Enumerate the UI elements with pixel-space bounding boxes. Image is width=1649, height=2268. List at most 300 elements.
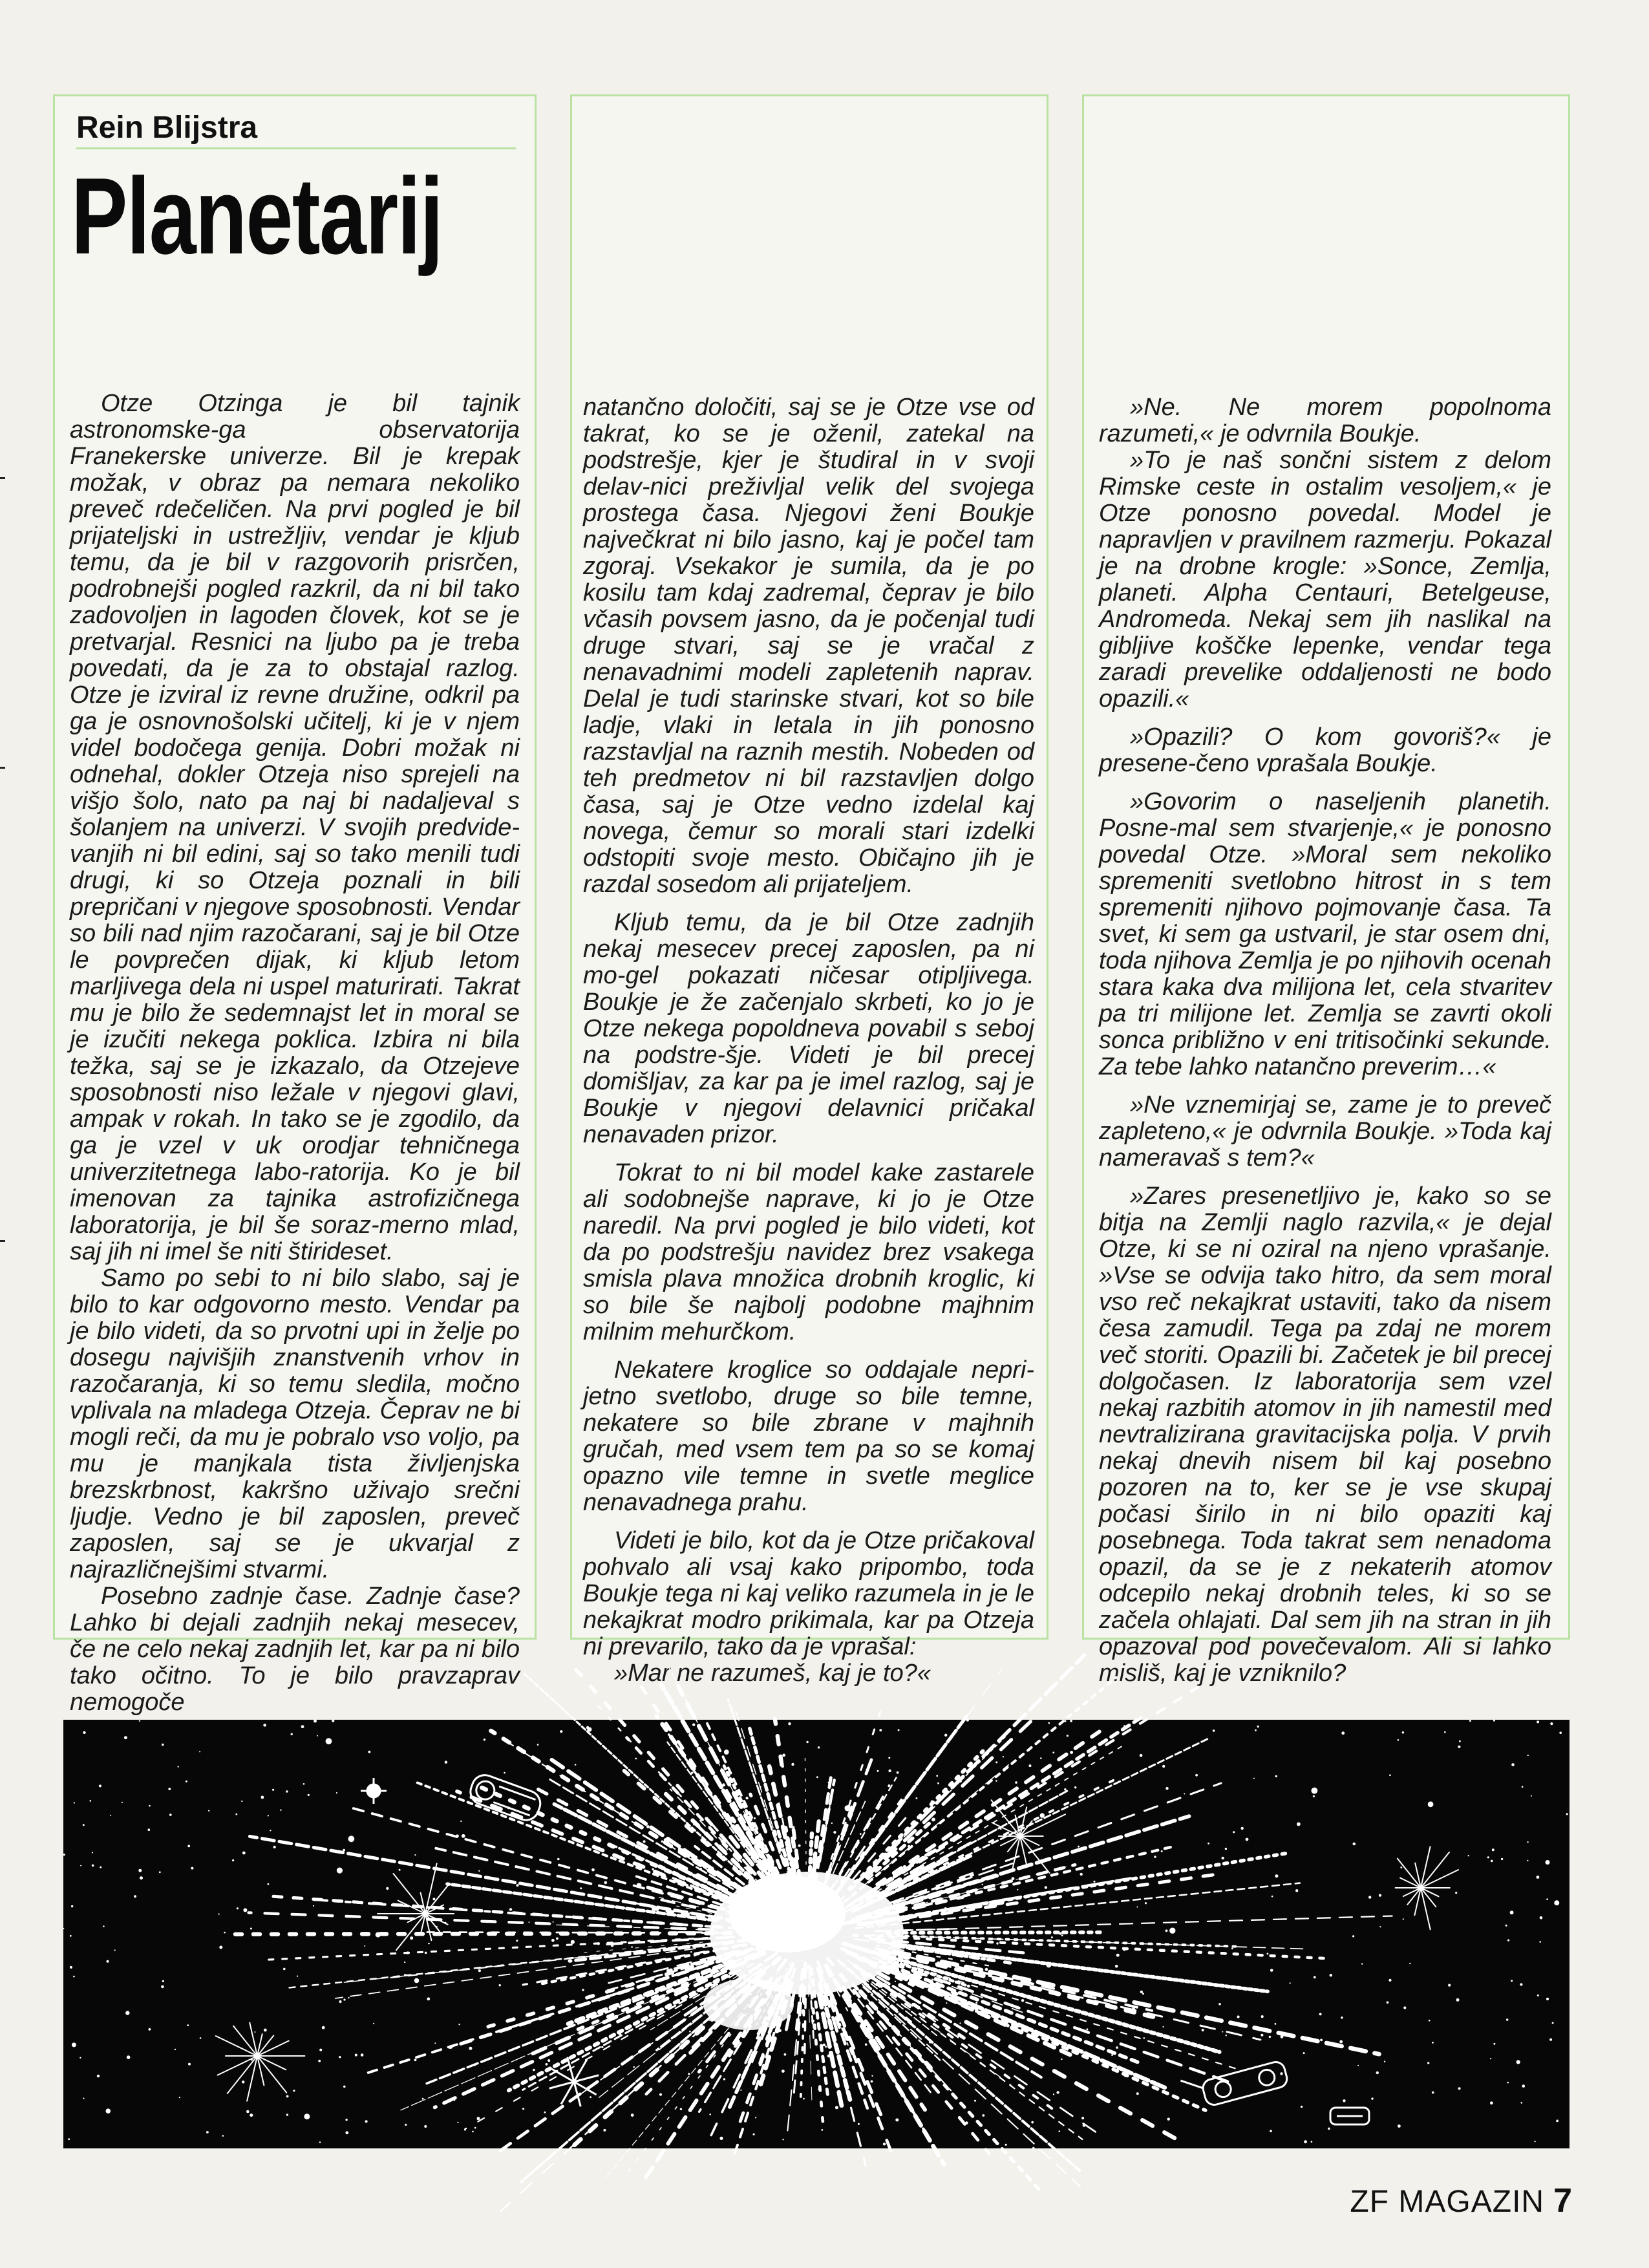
star (186, 1781, 187, 1782)
star (1061, 1934, 1063, 1936)
star (1520, 1983, 1522, 1985)
paragraph: »Opazili? O kom govoriš?« je presene-čeno vprašala Boukje. (1099, 723, 1551, 777)
star (816, 1776, 818, 1778)
star (92, 1852, 93, 1853)
explosion-ray (877, 1874, 1219, 1923)
star (1255, 1729, 1257, 1731)
star (1490, 2101, 1493, 2104)
star (803, 2098, 805, 2100)
star (237, 1907, 239, 1909)
star (345, 2119, 347, 2121)
star (753, 2134, 755, 2135)
star (1045, 1886, 1047, 1888)
star (995, 1761, 997, 1763)
star (1507, 2082, 1509, 2084)
star (936, 1775, 938, 1777)
star (1402, 1731, 1404, 1733)
star (268, 1815, 269, 1816)
star (1226, 2035, 1227, 2036)
star (1222, 2031, 1223, 2033)
star (83, 1731, 85, 1734)
star (784, 2053, 787, 2056)
star (74, 1802, 75, 1803)
star (635, 1758, 637, 1760)
star (206, 2131, 209, 2134)
star (1154, 1856, 1156, 1857)
star (208, 1810, 209, 1812)
author-byline: Rein Blijstra (76, 111, 258, 145)
star (1094, 1881, 1096, 1883)
star (361, 2053, 364, 2057)
paragraph: Posebno zadnje čase. Zadnje čase? Lahko bi dejali zadnjih nekaj mesecev, če ne celo nekaj zadnjih let, kar pa ni bilo tako očitno. To je bilo pravzaprav nemogoče (70, 1583, 520, 1716)
star (427, 1997, 430, 2000)
paragraph: Videti je bilo, kot da je Otze pričakoval pohvalo ali vsaj kako pripombo, toda Boukje tega ni kaj veliko razumela in je le nekajkrat modro prikimala, kar pa Otzeja ni prevarilo, tako da je vprašal: (583, 1527, 1034, 1660)
star (175, 2049, 176, 2050)
star (504, 1772, 505, 1774)
star (974, 2100, 976, 2102)
star (740, 2090, 741, 2091)
star (291, 1733, 293, 1735)
star (719, 2137, 723, 2140)
star (1161, 1850, 1163, 1852)
star (1459, 1740, 1461, 1742)
star (1145, 1902, 1147, 1904)
star (591, 1868, 595, 1872)
star (140, 1876, 143, 1879)
star (474, 2127, 476, 2129)
star (110, 1815, 111, 1816)
star (1522, 1786, 1524, 1788)
paragraph: »To je naš sončni sistem z delom Rimske ceste in ostalim vesoljem,« je Otze ponosno povedal. Model je napravljen v pravilnem razmerju. Pokazal je na drobne krogle: »Sonce, Zemlja, planeti. Alpha Centauri, Betelgeuse, Andromeda. Nekaj sem jih naslikal na gibljive koščke lepenke, vendar tega zaradi prevelike oddaljenosti ne bodo opazili.« (1099, 447, 1551, 712)
burst-ray (1421, 1870, 1458, 1888)
star (224, 1932, 226, 1934)
star (1275, 2023, 1277, 2025)
explosion-ray (315, 1899, 756, 1929)
star (1115, 1965, 1118, 1968)
explosion-ray (805, 1999, 806, 2060)
star (1527, 1841, 1528, 1843)
paragraph: Kljub temu, da je bil Otze zadnjih nekaj mesecev precej zaposlen, pa ni mo-gel pokazati ničesar otipljivega. Boukje je že začenjalo skrbeti, ko jo je Otze nekega popoldneva povabil s seboj na podstre-šje. Videti je bil precej domišljav, za kar pa je imel razlog, saj je Boukje v njegovi delavnici pričakal nenavaden prizor. (583, 909, 1034, 1148)
star (571, 1940, 575, 1944)
star (755, 2117, 756, 2118)
star (709, 2113, 711, 2115)
star (1468, 1855, 1469, 1856)
text-column-3 (1099, 394, 1551, 1687)
star (345, 2131, 348, 2134)
star (888, 1770, 891, 1772)
star (1487, 1856, 1489, 1858)
star (888, 1757, 890, 1759)
star (898, 1729, 900, 1731)
star (1455, 1892, 1457, 1894)
star (261, 1796, 264, 1799)
star (343, 2086, 346, 2088)
star (1051, 1936, 1053, 1938)
star (188, 2063, 191, 2066)
star (652, 1868, 654, 1870)
star (1261, 2015, 1264, 2018)
star (946, 2002, 947, 2004)
star (975, 2002, 977, 2004)
star (122, 1802, 123, 1803)
star (1290, 1982, 1291, 1984)
star (1222, 1857, 1224, 1859)
star (124, 1736, 127, 1739)
star (1213, 1729, 1215, 1732)
star (469, 2047, 472, 2050)
article-title: Planetarij (71, 155, 443, 277)
star (646, 1825, 650, 1828)
star (835, 2106, 838, 2109)
star (1031, 2121, 1034, 2124)
star (297, 1976, 298, 1977)
star (368, 1751, 371, 1753)
star (544, 2112, 546, 2113)
star (1067, 1735, 1069, 1737)
star (1303, 2052, 1305, 2054)
star (1061, 2059, 1062, 2060)
star (90, 1800, 92, 1802)
star (1231, 1947, 1233, 1949)
star (1339, 2040, 1343, 2044)
star (478, 1969, 481, 1972)
star (250, 2113, 253, 2117)
star (1546, 1998, 1549, 2000)
explosion-artwork (63, 1720, 1569, 2148)
star (982, 1884, 983, 1885)
star (314, 1720, 317, 1723)
star (1320, 2039, 1323, 2042)
star (582, 1989, 584, 1991)
star (138, 1869, 142, 1872)
star (823, 2044, 825, 2046)
page-footer (1350, 2181, 1573, 2220)
star (680, 2108, 682, 2110)
star (818, 1746, 820, 1748)
star (424, 2125, 427, 2128)
star (1448, 1984, 1451, 1987)
star (533, 2069, 535, 2071)
star (1491, 1860, 1493, 1863)
star (782, 2070, 785, 2073)
star (169, 1813, 172, 1816)
star (1537, 1995, 1539, 1996)
star (460, 1821, 462, 1822)
star (689, 2031, 691, 2033)
star (937, 1782, 939, 1784)
star (1165, 1929, 1168, 1932)
star (1444, 1731, 1446, 1733)
paragraph: »Govorim o naseljenih planetih. Posne-mal sem stvarjenje,« je ponosno povedal Otze. »Moral sem nekoliko spremeniti svetlobno hitrost in s tem spremeniti njihovo pojmovanje časa. Ta svet, ki sem ga ustvaril, je star osem dni, toda njihova Zemlja je po njihovih ocenah stara kaka dva milijona let, cela stvaritev pa tri milijone let. Zemlja se zavrti okoli sonca približno v eni tritisočinki sekunde. Za tebe lahko natančno preverim…« (1099, 788, 1551, 1080)
star (348, 1835, 355, 1842)
star (273, 1846, 276, 1848)
star (995, 1780, 997, 1782)
star (149, 2028, 151, 2031)
star (343, 1998, 345, 2000)
star (1233, 1831, 1235, 1833)
star (103, 1925, 105, 1927)
star (1241, 1827, 1244, 1830)
star (80, 1865, 81, 1867)
byline-rule (76, 147, 516, 149)
star (1270, 1969, 1273, 1972)
star (70, 1935, 72, 1937)
star (286, 1790, 288, 1792)
star (179, 2097, 180, 2098)
star (633, 2066, 635, 2068)
star (114, 1949, 116, 1951)
paragraph: Nekatere kroglice so oddajale nepri-jetno svetlobo, druge so bile temne, nekatere so bile zbrane v majhnih gručah, med vsem tem pa so se komaj opazno vile temne in svetle meglice nenavadnega prahu. (583, 1356, 1034, 1516)
star (1080, 1873, 1083, 1876)
paragraph: »Ne vznemirjaj se, zame je to preveč zapleteno,« je odvrnila Boukje. »Toda kaj nameravaš s tem?« (1099, 1091, 1551, 1171)
star (798, 1845, 801, 1847)
star (1271, 1896, 1273, 1898)
star (1017, 1889, 1018, 1890)
star (1295, 1889, 1298, 1892)
star (433, 1898, 436, 1900)
star (865, 2044, 867, 2046)
star (895, 2119, 899, 2122)
star (1511, 1763, 1515, 1766)
star (1510, 1910, 1514, 1914)
star (293, 2090, 295, 2091)
star (1400, 1867, 1402, 1868)
star (264, 2029, 267, 2032)
burst-ray (257, 2041, 289, 2056)
explosion-ray (887, 1932, 1105, 1933)
star (1280, 2072, 1282, 2075)
explosion-ray (862, 1985, 1080, 2187)
star (1237, 2015, 1240, 2018)
star (92, 1865, 94, 1867)
star (162, 1980, 164, 1982)
star (304, 2113, 310, 2119)
star (1506, 2018, 1508, 2020)
star (445, 1761, 447, 1764)
star (1053, 2093, 1054, 2095)
star (1207, 1843, 1209, 1845)
star (106, 2108, 111, 2113)
star (1163, 2026, 1164, 2027)
star (1505, 1925, 1507, 1927)
burst-ray (216, 2036, 257, 2056)
explosion-ray (844, 1678, 1116, 1902)
star (191, 1867, 193, 1870)
star (414, 1854, 416, 1856)
star (1539, 1941, 1541, 1943)
star (1559, 1731, 1562, 1734)
star (63, 1928, 64, 1929)
star (916, 1797, 918, 1799)
star (286, 2113, 288, 2115)
star (1246, 1838, 1249, 1841)
star (1379, 1926, 1381, 1927)
star (631, 1946, 633, 1948)
star (386, 1887, 388, 1890)
star (162, 1744, 164, 1746)
star (478, 1870, 480, 1872)
star (235, 1813, 237, 1815)
star (825, 2046, 827, 2048)
star (1537, 1876, 1540, 1879)
star (1056, 2091, 1059, 2093)
star (560, 1730, 562, 1733)
star (1535, 2141, 1536, 2142)
star (1343, 2099, 1345, 2102)
star (1297, 1823, 1301, 1826)
star (127, 2055, 131, 2059)
star (326, 1738, 332, 1744)
star (405, 2124, 407, 2126)
star (1511, 1980, 1513, 1982)
star (590, 2096, 591, 2098)
star (1275, 1775, 1277, 1777)
star (232, 1859, 234, 1861)
star (1403, 2006, 1406, 2009)
star (661, 1841, 663, 1843)
star (782, 2139, 783, 2140)
star (1432, 2042, 1434, 2044)
star (1507, 1940, 1509, 1942)
star (241, 1801, 242, 1802)
star (1195, 1774, 1198, 1777)
star (806, 1741, 808, 1743)
star (1136, 2092, 1139, 2095)
star (1387, 2001, 1389, 2004)
star (319, 2049, 322, 2051)
star (895, 1981, 896, 1982)
star (159, 1871, 161, 1873)
star (831, 1823, 833, 1824)
star (355, 2054, 357, 2057)
star (1501, 1858, 1503, 1860)
star (1202, 2029, 1204, 2031)
star (1312, 1788, 1318, 1794)
star (80, 2057, 81, 2059)
star (1140, 1991, 1143, 1993)
star (631, 2113, 634, 2117)
star (1070, 1751, 1073, 1754)
explosion-ray (634, 1676, 769, 1876)
star (691, 1771, 694, 1774)
star (788, 1722, 791, 1725)
star (944, 1734, 947, 1737)
star (1429, 2020, 1431, 2022)
star (1301, 2106, 1303, 2108)
star (522, 2108, 524, 2110)
star (1432, 2091, 1434, 2094)
edge-mark (0, 767, 5, 769)
star (1384, 2061, 1385, 2062)
star (1165, 1787, 1168, 1790)
star (168, 1788, 171, 1790)
star (161, 1985, 164, 1989)
star (425, 1952, 427, 1954)
star (318, 2060, 321, 2062)
star (303, 1783, 305, 1785)
star (434, 2042, 436, 2044)
star (148, 1828, 151, 1831)
star (754, 1817, 756, 1819)
star (1376, 2071, 1379, 2074)
star (1403, 1918, 1404, 1920)
star (246, 2110, 250, 2113)
star (222, 2135, 224, 2137)
star (1458, 1746, 1460, 1748)
star (414, 2059, 417, 2061)
star (897, 1771, 899, 1774)
star (337, 1868, 343, 1874)
star (272, 1789, 274, 1791)
star (1218, 2003, 1221, 2006)
edge-mark (0, 1240, 5, 1242)
paragraph: Otze Otzinga je bil tajnik astronomske-ga observatorija Franekerske univerze. Bil je krepak možak, v obraz pa nemara nekoliko preveč rdečeličen. Na prvi pogled je bil prijateljski in ustrežljiv, vendar je kljub temu, da je bil v razgovorih prisrčen, podrobnejši pogled razkril, da ni bil tako zadovoljen in lagoden človek, kot se je pretvarjal. Resnici na ljubo pa je treba povedati, da je za to obstajal razlog. Otze je izviral iz revne družine, odkril pa ga je osnovnošolski učitelj, ki je v njem videl bodočega genija. Dobri možak ni odnehal, dokler Otzeja niso sprejeli na višjo šolo, nato pa naj bi nadaljeval s šolanjem na univerzi. V svojih predvide-vanjih ni bil edini, saj so tako menili tudi drugi, ki so Otzeja poznali in bili prepričani v njegove sposobnosti. Vendar so bili nad njim razočarani, saj je bil Otze le povprečen dijak, ki kljub letom marljivega dela ni uspel maturirati. Takrat mu je bilo že sedemnajst let in moral se je izučiti nekega poklica. Izbira ni bila težka, saj se je izkazalo, da Otzejeve sposobnosti niso ležale v njegovi glavi, ampak v rokah. In tako se je zgodilo, da ga je vzel v uk orodjar tehničnega univerzitetnega labo-ratorija. Ko je bil imenovan za tajnika astrofizičnega laboratorija, je bil še soraz-merno mlad, saj jih ni imel še niti štirideset. (70, 390, 520, 1265)
star (1388, 1979, 1391, 1982)
star (250, 1928, 252, 1930)
star (1261, 2034, 1263, 2037)
burst-ray (218, 2056, 257, 2075)
star (319, 2141, 321, 2143)
star (1032, 2147, 1035, 2150)
star (1081, 2117, 1084, 2119)
star (860, 1833, 862, 1835)
star (529, 1921, 530, 1923)
star (1552, 2022, 1554, 2024)
star (268, 1883, 270, 1885)
star (1005, 2144, 1007, 2146)
star (1111, 2054, 1113, 2056)
star (1371, 2097, 1373, 2099)
star (1144, 2037, 1145, 2039)
paragraph: »Zares presenetljivo je, kako so se bitja na Zemlji naglo razvila,« je dejal Otze, ki se ni oziral na njeno vprašanje. »Vse se odvija tako hitro, da sem moral vso reč nekajkrat ustaviti, tako da nisem česa zamudil. Tega pa zdaj ne morem več storiti. Opazili bi. Začetek je bil precej dolgočasen. Iz laboratorija sem vzel nekaj razbitih atomov in jih namestil med nevtralizirana gravitacijska polja. V prvih nekaj dnevih nisem bil kaj posebno pozoren na to, ker se je vse skupaj počasi širilo in ni bilo opaziti kaj posebnega. Toda takrat sem nenadoma opazil, da se je z nekaterih atomov odcepilo nekaj drobnih teles, ki so se začela ohlajati. Dal sem jih na stran in jih opazoval pod povečevalom. Ali si lahko misliš, kaj je vzniknilo? (1099, 1182, 1551, 1687)
page-number: 7 (1553, 2182, 1573, 2220)
burst-ray (257, 2056, 286, 2070)
star (73, 1976, 75, 1978)
star (1490, 2058, 1491, 2059)
star (643, 1840, 646, 1843)
star (1275, 1874, 1278, 1878)
star (187, 2024, 189, 2026)
star (1021, 1999, 1024, 2002)
star (1540, 1916, 1543, 1920)
star (556, 1938, 559, 1940)
star (1409, 1963, 1410, 1964)
star (1427, 2062, 1429, 2064)
paragraph: »Mar ne razumeš, kaj je to?« (614, 1660, 931, 1687)
star (301, 1725, 304, 1728)
star (139, 1720, 140, 1722)
magazine-name: ZF MAGAZIN (1350, 2185, 1545, 2219)
star (1078, 1846, 1080, 1848)
star (659, 2093, 662, 2096)
star (1522, 2084, 1526, 2088)
star (1311, 2141, 1313, 2143)
star (982, 2114, 984, 2117)
star (187, 1845, 190, 1848)
star (1357, 2065, 1359, 2066)
star (1267, 1953, 1269, 1955)
star (996, 1942, 998, 1944)
star (690, 1951, 692, 1952)
star (959, 2022, 961, 2024)
star (283, 1968, 286, 1971)
star (1493, 2043, 1495, 2045)
star (1556, 2120, 1559, 2123)
star (1184, 1793, 1185, 1795)
star (1116, 2046, 1118, 2049)
star (601, 2046, 603, 2048)
star (1162, 1765, 1165, 1768)
